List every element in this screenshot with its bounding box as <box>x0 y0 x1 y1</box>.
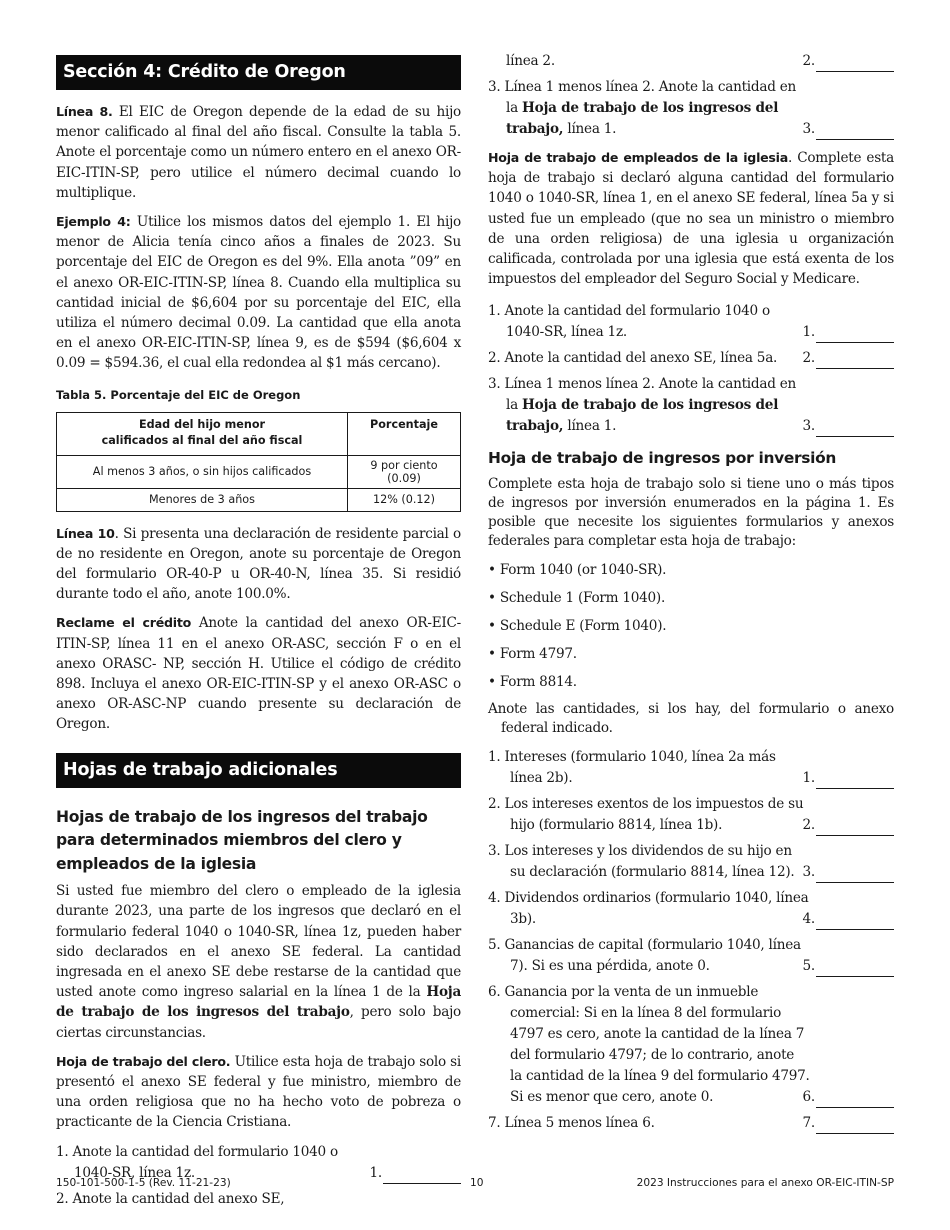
worksheet-line <box>488 348 894 369</box>
worksheet-line <box>488 982 894 1108</box>
worksheet-answer <box>803 815 894 836</box>
worksheet-line-text: 1. Intereses (formulario 1040, línea 2a más línea 2b). <box>488 748 776 786</box>
worksheet-answer <box>803 862 894 883</box>
church-label: Hoja de trabajo de empleados de la iglesia <box>488 150 788 165</box>
worksheet-answer <box>803 1113 894 1134</box>
line10-label: Línea 10 <box>56 525 115 541</box>
answer-blank <box>383 1168 461 1184</box>
worksheet-line-number: 3. <box>802 418 815 435</box>
clergy-line3-text: 3. Línea 1 menos línea 2. Anote la cantidad en la <box>488 79 797 116</box>
worksheet-line-text <box>488 374 796 437</box>
worksheet-line <box>488 841 894 883</box>
worksheet-answer <box>803 909 894 930</box>
worksheet-line-text: 2. Anote la cantidad del anexo SE, <box>56 1190 285 1207</box>
worksheet-line <box>488 1113 894 1134</box>
list-item: • Form 8814. <box>488 673 577 690</box>
answer-blank <box>816 327 894 343</box>
worksheet-line-text: 5. Ganancias de capital (formulario 1040, línea 7). Si es una pérdida, anote 0. <box>488 936 801 974</box>
clergy-intro-tail: , pero solo bajo ciertas circunstancias. <box>56 1004 461 1041</box>
worksheet-line-text: 2. Anote la cantidad del anexo SE, línea 5a. <box>488 350 778 367</box>
list-item: • Form 1040 (or 1040-SR). <box>488 561 667 578</box>
worksheet-answer <box>803 51 894 72</box>
clergy-worksheet-text: Utilice esta hoja de trabajo solo si presentó el anexo SE federal y fue ministro, miembro de una orden religiosa que no ha hecho voto de pobreza o practicante de la Ciencia Cristiana. <box>56 1053 461 1131</box>
answer-blank <box>816 820 894 836</box>
worksheet-line-text: 2. Los intereses exentos de los impuestos de su hijo (formulario 8814, línea 1b). <box>488 795 804 833</box>
table-row <box>57 488 461 511</box>
answer-blank <box>816 56 894 72</box>
table5-header-age <box>57 412 348 455</box>
clergy-worksheet-label: Hoja de trabajo del clero. <box>56 1053 231 1069</box>
worksheet-line-number: 7. <box>802 1114 815 1131</box>
line8-label: Línea 8. <box>56 104 113 119</box>
worksheet-line-number: 1. <box>369 1164 382 1181</box>
answer-blank <box>816 867 894 883</box>
claim-credit-text: Anote la cantidad del anexo OR-EIC-ITIN-SP, línea 11 en el anexo OR-ASC, sección F o en el anexo ORASC- NP, sección H. Utilice el código de crédito 898. Incluya el anexo OR-EIC-ITIN-SP y el anexo OR-ASC o anexo OR-ASC-NP cuando presente su declaración de Oregon. <box>56 615 461 733</box>
worksheet-line <box>488 935 894 977</box>
worksheet-line-text: 6. Ganancia por la venta de un inmueble comercial: Si en la línea 8 del formulario 4797 es cero, anote la cantidad de la línea 7 del formulario 4797; de lo contrario, anote la cantidad de la línea 9 del formulario 4797. Si es menor que cero, anote 0. <box>488 983 810 1105</box>
worksheet-line-text: 1. Anote la cantidad del formulario 1040 o 1040-SR, línea 1z. <box>488 303 770 341</box>
answer-blank <box>816 914 894 930</box>
clergy-intro-bold: Hoja de trabajo de los ingresos del trabajo <box>56 984 461 1021</box>
table-cell-percent: 12% (0.12) <box>348 488 461 511</box>
worksheet-line-number: 6. <box>802 1088 815 1105</box>
answer-blank <box>816 1118 894 1134</box>
table5-header-percent: Porcentaje <box>348 412 461 455</box>
clergy-line3-bold: Hoja de trabajo de los ingresos del trabajo, <box>506 100 779 137</box>
line10-paragraph <box>56 524 461 605</box>
church-line3-text: 3. Línea 1 menos línea 2. Anote la cantidad en la <box>488 376 797 414</box>
church-paragraph <box>488 148 894 289</box>
worksheet-line-text: 4. Dividendos ordinarios (formulario 1040, línea 3b). <box>488 889 809 927</box>
worksheet-line-number: 1. <box>802 769 815 786</box>
worksheet-line <box>488 747 894 789</box>
worksheet-answer <box>803 768 894 789</box>
table-cell-percent: 9 por ciento (0.09) <box>348 455 461 488</box>
investment-intro: Complete esta hoja de trabajo solo si tiene uno o más tipos de ingresos por inversión enumerados en la página 1. Es posible que necesite los siguientes formularios y anexos federales para completar esta hoja de trabajo: <box>488 476 894 549</box>
worksheet-line-text: 7. Línea 5 menos línea 6. <box>488 1114 655 1131</box>
clergy-heading: Hojas de trabajo de los ingresos del trabajo para determinados miembros del clero y empleados de la iglesia <box>56 807 428 873</box>
answer-blank <box>816 961 894 977</box>
table5 <box>56 412 461 512</box>
worksheet-line <box>488 77 894 140</box>
left-column <box>56 50 461 1215</box>
worksheet-line-number: 2. <box>802 350 815 367</box>
table-row <box>57 455 461 488</box>
claim-credit-label: Reclame el crédito <box>56 615 192 631</box>
example4-text: Utilice los mismos datos del ejemplo 1. El hijo menor de Alicia tenía cinco años a finales de 2023. Su porcentaje del EIC de Oregon es del 9%. Ella anota ”09” en el anexo OR-EIC-ITIN-SP, línea 8. Cuando ella multiplica su cantidad inicial de $6,604 por su porcentaje del EIC, ella utiliza el número decimal 0.09. La cantidad que ella anota en el anexo OR-EIC-ITIN-SP, línea 9, es de $594 ($6,604 x 0.09 = $594.36, el cual ella redondea al $1 más cercano). <box>56 214 461 372</box>
line8-paragraph <box>56 102 461 203</box>
worksheet-line-number: 2. <box>802 816 815 833</box>
worksheet-answer <box>370 1163 461 1184</box>
answer-blank <box>816 421 894 437</box>
clergy-intro-text: Si usted fue miembro del clero o empleado de la iglesia durante 2023, una parte de los ingresos que declaró en el formulario federal 1040 o 1040-SR, línea 1z, pueden haber sido declarados en el anexo SE federal. La cantidad ingresada en el anexo SE debe restarse de la cantidad que usted anote como ingreso salarial en la línea 1 de la <box>56 883 461 1001</box>
worksheet-line-number: 4. <box>802 910 815 927</box>
worksheet-line-number: 3. <box>802 121 815 137</box>
clergy-worksheet-paragraph <box>56 1052 461 1133</box>
worksheet-line <box>488 888 894 930</box>
list-item: • Schedule E (Form 1040). <box>488 617 667 634</box>
worksheet-line-text: 3. Los intereses y los dividendos de su hijo en su declaración (formulario 8814, línea 12). <box>488 842 795 880</box>
additional-worksheets-title: Hojas de trabajo adicionales <box>56 753 461 788</box>
worksheet-line <box>56 1189 461 1210</box>
table-cell-age: Menores de 3 años <box>57 488 348 511</box>
answer-blank <box>816 773 894 789</box>
list-item: • Form 4797. <box>488 645 577 662</box>
clergy-line3-tail: línea 1. <box>563 121 617 137</box>
worksheet-line <box>488 301 894 343</box>
table-cell-age: Al menos 3 años, o sin hijos calificados <box>57 455 348 488</box>
clergy-intro-paragraph <box>56 881 461 1043</box>
worksheet-line-number: 2. <box>802 53 815 69</box>
worksheet-line <box>488 374 894 437</box>
example4-label: Ejemplo 4: <box>56 214 131 230</box>
table5-header-age-line2: calificados al final del año fiscal <box>101 433 303 447</box>
table5-header-age-line1: Edad del hijo menor <box>138 417 266 431</box>
investment-heading: Hoja de trabajo de ingresos por inversión <box>488 449 837 468</box>
footer-form-id: 150-101-500-1-5 (Rev. 11-21-23) <box>56 1177 231 1189</box>
worksheet-answer <box>803 322 894 343</box>
enter-amounts-text: Anote las cantidades, si los hay, del formulario o anexo federal indicado. <box>488 700 894 736</box>
church-line3-tail: línea 1. <box>563 418 617 435</box>
church-text: . Complete esta hoja de trabajo si declaró alguna cantidad del formulario 1040 o 1040-SR, línea 1, en el anexo SE federal, línea 5a y si usted fue un empleado (que no sea un ministro o miembro de una orden religiosa) de una iglesia u organización calificada, controlada por una iglesia que está exenta de los impuestos del empleador del Seguro Social y Medicare. <box>488 150 894 288</box>
worksheet-answer <box>803 956 894 977</box>
worksheet-answer <box>803 1087 894 1108</box>
list-item: • Schedule 1 (Form 1040). <box>488 589 666 606</box>
worksheet-line-number: 3. <box>802 863 815 880</box>
church-line3-bold: Hoja de trabajo de los ingresos del trabajo, <box>506 397 779 435</box>
worksheet-line-text: 1. Anote la cantidad del formulario 1040 o 1040-SR, línea 1z. <box>56 1143 338 1181</box>
line8-text: El EIC de Oregon depende de la edad de su hijo menor calificado al final del año fiscal. Consulte la tabla 5. Anote el porcentaje como un número entero en el anexo OR-EIC-ITIN-SP, pero utilice el número decimal cuando lo multiplique. <box>56 104 461 201</box>
footer-page-number: 10 <box>470 1177 484 1189</box>
footer-doc-title: 2023 Instrucciones para el anexo OR-EIC-ITIN-SP <box>636 1177 894 1189</box>
worksheet-line-number: 1. <box>802 324 815 341</box>
answer-blank <box>816 1092 894 1108</box>
worksheet-line-text <box>488 77 796 140</box>
answer-blank <box>816 353 894 369</box>
answer-blank <box>816 124 894 140</box>
worksheet-line-text: línea 2. <box>506 53 555 69</box>
example4-paragraph <box>56 212 461 374</box>
worksheet-line <box>488 794 894 836</box>
worksheet-answer <box>803 416 894 437</box>
worksheet-line <box>488 51 894 72</box>
worksheet-answer <box>803 119 894 140</box>
right-column <box>488 51 894 1139</box>
table5-caption: Tabla 5. Porcentaje del EIC de Oregon <box>56 387 301 402</box>
worksheet-line-number: 5. <box>802 957 815 974</box>
line10-text: . Si presenta una declaración de residente parcial o de no residente en Oregon, anote su porcentaje de Oregon del formulario OR-40-P u OR-40-N, línea 35. Si residió durante todo el año, anote 100.0%. <box>56 525 461 603</box>
claim-credit-paragraph <box>56 613 461 734</box>
worksheet-answer <box>803 348 894 369</box>
section4-title: Sección 4: Crédito de Oregon <box>56 55 461 90</box>
